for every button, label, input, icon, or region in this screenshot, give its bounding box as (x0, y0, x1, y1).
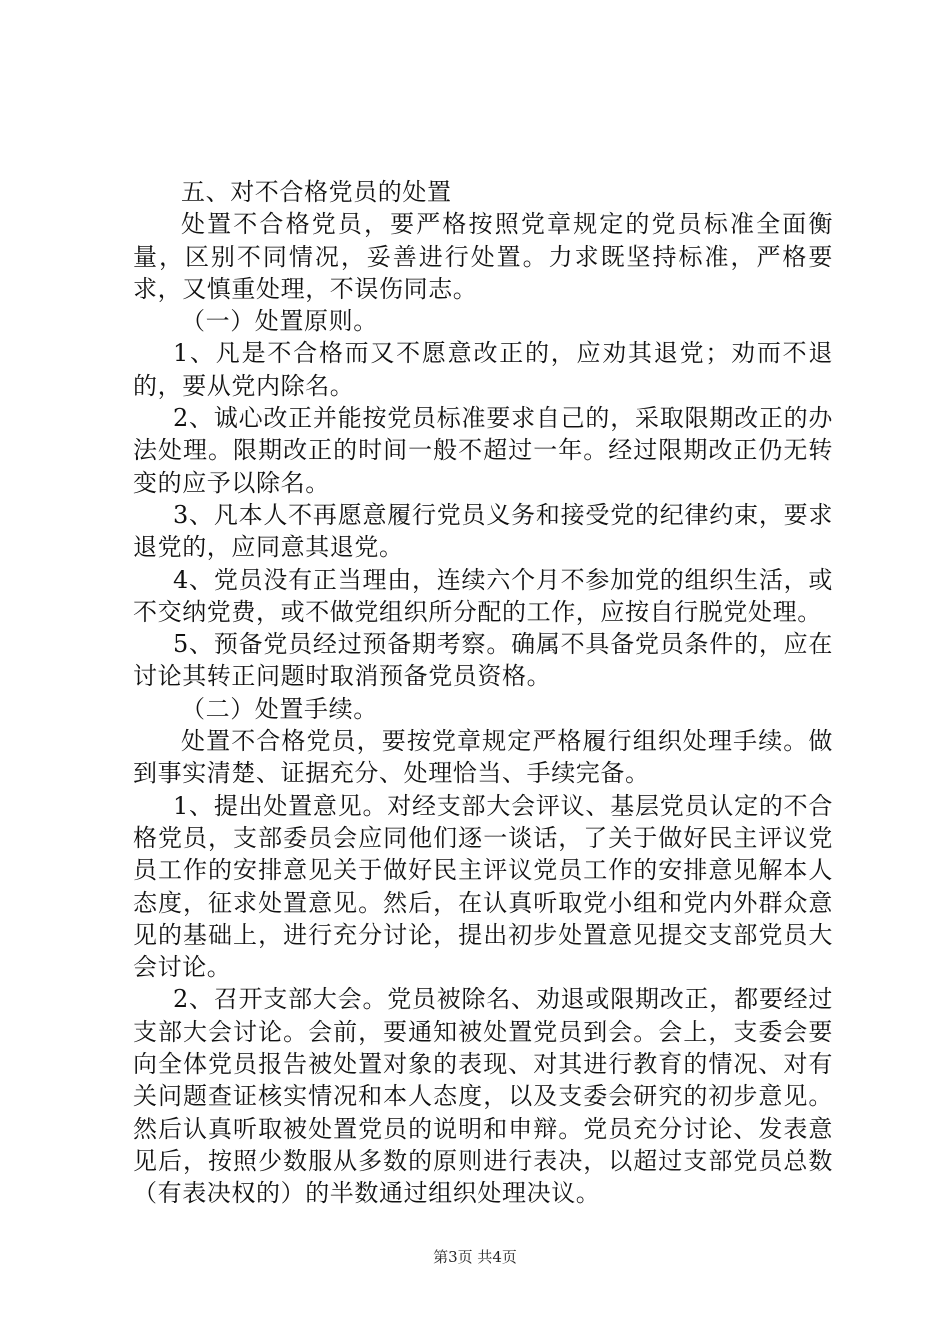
paragraph: 5、预备党员经过预备期考察。确属不具备党员条件的，应在讨论其转正问题时取消预备党员资格。 (133, 630, 833, 691)
paragraph: 1、提出处置意见。对经支部大会评议、基层党员认定的不合格党员，支部委员会应同他们逐一谈话，了关于做好民主评议党员工作的安排意见关于做好民主评议党员工作的安排意见解本人态度，征求处置意见。然后，在认真听取党小组和党内外群众意见的基础上，进行充分讨论，提出初步处置意见提交支部党员大会讨论。 (133, 791, 833, 982)
subsection-heading: （一）处置原则。 (181, 307, 378, 336)
paragraph: 2、诚心改正并能按党员标准要求自己的，采取限期改正的办法处理。限期改正的时间一般不超过一年。经过限期改正仍无转变的应予以除名。 (133, 404, 833, 497)
paragraph: 1、凡是不合格而又不愿意改正的，应劝其退党；劝而不退的，要从党内除名。 (133, 339, 833, 400)
paragraph: 3、凡本人不再愿意履行党员义务和接受党的纪律约束，要求退党的，应同意其退党。 (133, 500, 833, 562)
document-body (133, 176, 833, 1210)
paragraph: 处置不合格党员，要按党章规定严格履行组织处理手续。做到事实清楚、证据充分、处理恰当、手续完备。 (133, 727, 833, 788)
paragraph: 2、召开支部大会。党员被除名、劝退或限期改正，都要经过支部大会讨论。会前，要通知被处置党员到会。会上，支委会要向全体党员报告被处置对象的表现、对其进行教育的情况、对有关问题查证核实情况和本人态度，以及支委会研究的初步意见。然后认真听取被处置党员的说明和申辩。党员充分讨论、发表意见后，按照少数服从多数的原则进行表决，以超过支部党员总数（有表决权的）的半数通过组织处理决议。 (133, 985, 833, 1208)
paragraph: 4、党员没有正当理由，连续六个月不参加党的组织生活，或不交纳党费，或不做党组织所分配的工作，应按自行脱党处理。 (133, 565, 833, 626)
paragraph: 处置不合格党员，要严格按照党章规定的党员标准全面衡量，区别不同情况，妥善进行处置。力求既坚持标准，严格要求，又慎重处理，不误伤同志。 (133, 210, 833, 303)
section-heading: 五、对不合格党员的处置 (181, 178, 452, 206)
page-number-footer: 第3页 共4页 (433, 1248, 517, 1266)
subsection-heading: （二）处置手续。 (181, 694, 378, 723)
